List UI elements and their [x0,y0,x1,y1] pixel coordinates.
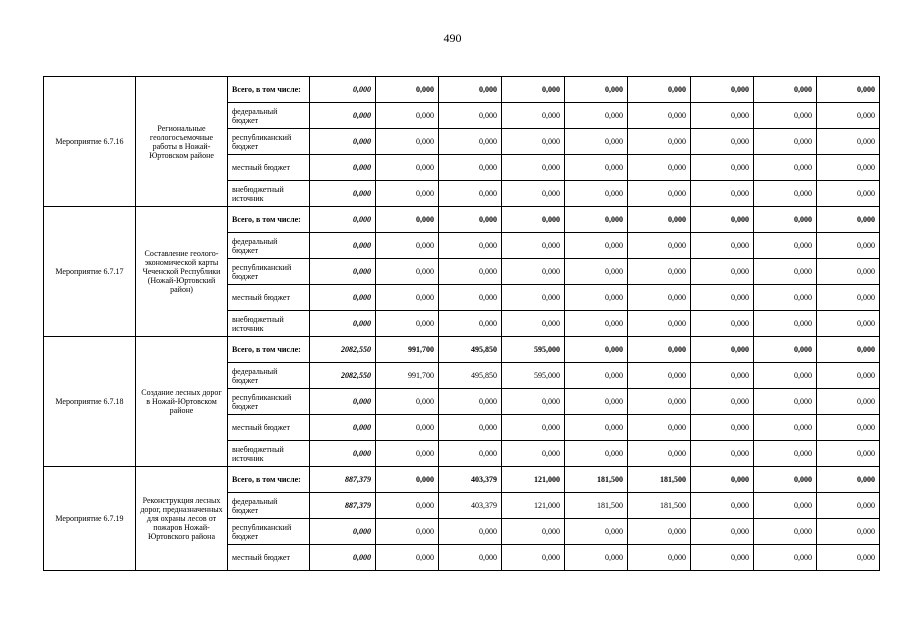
page-number: 490 [443,31,462,45]
year-amount-cell: 0,000 [817,363,880,389]
table-row [44,77,880,103]
year-amount-cell: 0,000 [439,155,502,181]
year-amount-cell: 0,000 [376,545,439,571]
year-amount-cell: 0,000 [754,77,817,103]
year-amount-cell: 0,000 [565,285,628,311]
year-amount-cell: 0,000 [376,415,439,441]
year-amount-cell: 121,000 [502,467,565,493]
year-amount-cell: 0,000 [754,337,817,363]
year-amount-cell: 0,000 [439,389,502,415]
year-amount-cell: 0,000 [628,389,691,415]
event-name-cell: Реконструкция лесных дорог, предназначенных для охраны лесов от пожаров Ножай-Юртовского района [136,467,228,571]
year-amount-cell: 0,000 [565,259,628,285]
year-amount-cell: 0,000 [565,155,628,181]
year-amount-cell: 0,000 [754,129,817,155]
total-amount-cell: 0,000 [310,545,376,571]
year-amount-cell: 0,000 [439,129,502,155]
year-amount-cell: 0,000 [376,519,439,545]
year-amount-cell: 0,000 [817,129,880,155]
year-amount-cell: 0,000 [439,285,502,311]
funding-source-cell: республиканский бюджет [228,259,310,285]
year-amount-cell: 495,850 [439,363,502,389]
year-amount-cell: 0,000 [691,415,754,441]
year-amount-cell: 0,000 [817,493,880,519]
table-row [44,207,880,233]
year-amount-cell: 0,000 [691,545,754,571]
year-amount-cell: 0,000 [376,493,439,519]
year-amount-cell: 181,500 [565,493,628,519]
year-amount-cell: 0,000 [754,545,817,571]
year-amount-cell: 0,000 [754,181,817,207]
year-amount-cell: 0,000 [691,181,754,207]
year-amount-cell: 0,000 [376,207,439,233]
year-amount-cell: 0,000 [376,389,439,415]
year-amount-cell: 0,000 [502,389,565,415]
funding-source-cell: федеральный бюджет [228,363,310,389]
year-amount-cell: 0,000 [376,259,439,285]
year-amount-cell: 181,500 [628,493,691,519]
table-row [44,467,880,493]
year-amount-cell: 0,000 [439,103,502,129]
year-amount-cell: 0,000 [502,155,565,181]
year-amount-cell: 0,000 [565,129,628,155]
year-amount-cell: 0,000 [817,207,880,233]
funding-source-cell: Всего, в том числе: [228,337,310,363]
total-amount-cell: 0,000 [310,155,376,181]
year-amount-cell: 0,000 [817,103,880,129]
year-amount-cell: 0,000 [754,311,817,337]
year-amount-cell: 0,000 [565,441,628,467]
year-amount-cell: 0,000 [691,363,754,389]
year-amount-cell: 0,000 [691,233,754,259]
year-amount-cell: 0,000 [754,103,817,129]
year-amount-cell: 0,000 [376,441,439,467]
year-amount-cell: 0,000 [817,467,880,493]
year-amount-cell: 0,000 [691,155,754,181]
year-amount-cell: 0,000 [628,285,691,311]
year-amount-cell: 0,000 [754,519,817,545]
year-amount-cell: 0,000 [628,207,691,233]
year-amount-cell: 0,000 [817,441,880,467]
year-amount-cell: 0,000 [691,337,754,363]
total-amount-cell: 0,000 [310,389,376,415]
year-amount-cell: 0,000 [628,441,691,467]
year-amount-cell: 0,000 [691,207,754,233]
year-amount-cell: 181,500 [565,467,628,493]
year-amount-cell: 0,000 [439,545,502,571]
year-amount-cell: 0,000 [628,259,691,285]
year-amount-cell: 0,000 [439,415,502,441]
year-amount-cell: 0,000 [628,311,691,337]
year-amount-cell: 0,000 [565,337,628,363]
year-amount-cell: 0,000 [754,493,817,519]
funding-source-cell: федеральный бюджет [228,233,310,259]
year-amount-cell: 0,000 [754,415,817,441]
year-amount-cell: 0,000 [754,389,817,415]
year-amount-cell: 0,000 [628,337,691,363]
year-amount-cell: 0,000 [628,233,691,259]
funding-source-cell: внебюджетный источник [228,181,310,207]
year-amount-cell: 0,000 [502,285,565,311]
year-amount-cell: 0,000 [817,155,880,181]
funding-source-cell: местный бюджет [228,415,310,441]
year-amount-cell: 0,000 [754,363,817,389]
total-amount-cell: 0,000 [310,441,376,467]
funding-source-cell: местный бюджет [228,545,310,571]
year-amount-cell: 0,000 [502,259,565,285]
year-amount-cell: 0,000 [754,259,817,285]
total-amount-cell: 0,000 [310,233,376,259]
total-amount-cell: 0,000 [310,519,376,545]
year-amount-cell: 0,000 [628,77,691,103]
total-amount-cell: 0,000 [310,285,376,311]
year-amount-cell: 595,000 [502,337,565,363]
year-amount-cell: 0,000 [502,233,565,259]
event-code-cell: Мероприятие 6.7.18 [44,337,136,467]
year-amount-cell: 403,379 [439,467,502,493]
total-amount-cell: 2082,550 [310,363,376,389]
year-amount-cell: 0,000 [439,181,502,207]
event-code-cell: Мероприятие 6.7.16 [44,77,136,207]
year-amount-cell: 0,000 [439,77,502,103]
year-amount-cell: 0,000 [376,233,439,259]
year-amount-cell: 0,000 [502,311,565,337]
year-amount-cell: 991,700 [376,363,439,389]
total-amount-cell: 0,000 [310,129,376,155]
year-amount-cell: 0,000 [691,77,754,103]
year-amount-cell: 0,000 [565,103,628,129]
year-amount-cell: 0,000 [502,207,565,233]
year-amount-cell: 0,000 [754,155,817,181]
year-amount-cell: 0,000 [502,77,565,103]
year-amount-cell: 0,000 [439,519,502,545]
year-amount-cell: 0,000 [376,129,439,155]
year-amount-cell: 0,000 [754,467,817,493]
year-amount-cell: 0,000 [817,311,880,337]
total-amount-cell: 887,379 [310,467,376,493]
year-amount-cell: 0,000 [691,129,754,155]
funding-source-cell: Всего, в том числе: [228,77,310,103]
year-amount-cell: 0,000 [376,467,439,493]
year-amount-cell: 0,000 [691,519,754,545]
year-amount-cell: 0,000 [565,77,628,103]
year-amount-cell: 0,000 [565,389,628,415]
year-amount-cell: 0,000 [376,181,439,207]
funding-source-cell: внебюджетный источник [228,441,310,467]
event-code-cell: Мероприятие 6.7.19 [44,467,136,571]
total-amount-cell: 0,000 [310,415,376,441]
year-amount-cell: 0,000 [439,311,502,337]
year-amount-cell: 0,000 [817,337,880,363]
year-amount-cell: 0,000 [691,103,754,129]
budget-table [43,76,880,571]
funding-source-cell: республиканский бюджет [228,129,310,155]
year-amount-cell: 0,000 [565,311,628,337]
year-amount-cell: 0,000 [691,259,754,285]
total-amount-cell: 0,000 [310,77,376,103]
year-amount-cell: 0,000 [691,285,754,311]
year-amount-cell: 595,000 [502,363,565,389]
year-amount-cell: 0,000 [817,285,880,311]
funding-source-cell: Всего, в том числе: [228,467,310,493]
year-amount-cell: 0,000 [628,545,691,571]
year-amount-cell: 0,000 [691,467,754,493]
year-amount-cell: 403,379 [439,493,502,519]
year-amount-cell: 0,000 [628,155,691,181]
event-name-cell: Составление геолого-экономической карты Чеченской Республики (Ножай-Юртовский район) [136,207,228,337]
year-amount-cell: 0,000 [502,519,565,545]
year-amount-cell: 0,000 [817,77,880,103]
year-amount-cell: 0,000 [691,493,754,519]
year-amount-cell: 0,000 [691,311,754,337]
year-amount-cell: 0,000 [817,415,880,441]
year-amount-cell: 0,000 [628,415,691,441]
year-amount-cell: 0,000 [502,545,565,571]
total-amount-cell: 0,000 [310,207,376,233]
funding-source-cell: федеральный бюджет [228,103,310,129]
year-amount-cell: 0,000 [376,155,439,181]
funding-source-cell: федеральный бюджет [228,493,310,519]
total-amount-cell: 0,000 [310,311,376,337]
year-amount-cell: 0,000 [817,181,880,207]
total-amount-cell: 0,000 [310,103,376,129]
year-amount-cell: 0,000 [565,207,628,233]
year-amount-cell: 0,000 [565,545,628,571]
year-amount-cell: 0,000 [754,285,817,311]
funding-source-cell: внебюджетный источник [228,311,310,337]
event-name-cell: Региональные геологосъемочные работы в Ножай-Юртовском районе [136,77,228,207]
year-amount-cell: 0,000 [502,129,565,155]
year-amount-cell: 0,000 [565,233,628,259]
event-name-cell: Создание лесных дорог в Ножай-Юртовском районе [136,337,228,467]
total-amount-cell: 0,000 [310,181,376,207]
funding-source-cell: республиканский бюджет [228,389,310,415]
year-amount-cell: 0,000 [565,181,628,207]
year-amount-cell: 495,850 [439,337,502,363]
year-amount-cell: 991,700 [376,337,439,363]
year-amount-cell: 0,000 [628,181,691,207]
year-amount-cell: 0,000 [628,363,691,389]
year-amount-cell: 0,000 [502,181,565,207]
year-amount-cell: 0,000 [502,103,565,129]
total-amount-cell: 887,379 [310,493,376,519]
year-amount-cell: 0,000 [817,233,880,259]
year-amount-cell: 0,000 [817,519,880,545]
year-amount-cell: 0,000 [628,103,691,129]
year-amount-cell: 0,000 [439,441,502,467]
year-amount-cell: 0,000 [754,233,817,259]
funding-source-cell: республиканский бюджет [228,519,310,545]
year-amount-cell: 0,000 [628,519,691,545]
total-amount-cell: 2082,550 [310,337,376,363]
year-amount-cell: 0,000 [565,363,628,389]
year-amount-cell: 0,000 [376,311,439,337]
funding-source-cell: местный бюджет [228,285,310,311]
year-amount-cell: 0,000 [691,441,754,467]
year-amount-cell: 0,000 [376,77,439,103]
event-code-cell: Мероприятие 6.7.17 [44,207,136,337]
year-amount-cell: 0,000 [439,233,502,259]
year-amount-cell: 0,000 [628,129,691,155]
year-amount-cell: 0,000 [502,441,565,467]
year-amount-cell: 0,000 [439,259,502,285]
budget-table-body [44,77,880,571]
year-amount-cell: 0,000 [502,415,565,441]
year-amount-cell: 0,000 [565,415,628,441]
year-amount-cell: 0,000 [817,259,880,285]
year-amount-cell: 0,000 [565,519,628,545]
year-amount-cell: 0,000 [817,545,880,571]
year-amount-cell: 0,000 [754,207,817,233]
year-amount-cell: 0,000 [817,389,880,415]
year-amount-cell: 0,000 [691,389,754,415]
funding-source-cell: Всего, в том числе: [228,207,310,233]
funding-source-cell: местный бюджет [228,155,310,181]
year-amount-cell: 121,000 [502,493,565,519]
year-amount-cell: 0,000 [376,285,439,311]
total-amount-cell: 0,000 [310,259,376,285]
year-amount-cell: 181,500 [628,467,691,493]
table-row [44,337,880,363]
year-amount-cell: 0,000 [439,207,502,233]
year-amount-cell: 0,000 [754,441,817,467]
year-amount-cell: 0,000 [376,103,439,129]
